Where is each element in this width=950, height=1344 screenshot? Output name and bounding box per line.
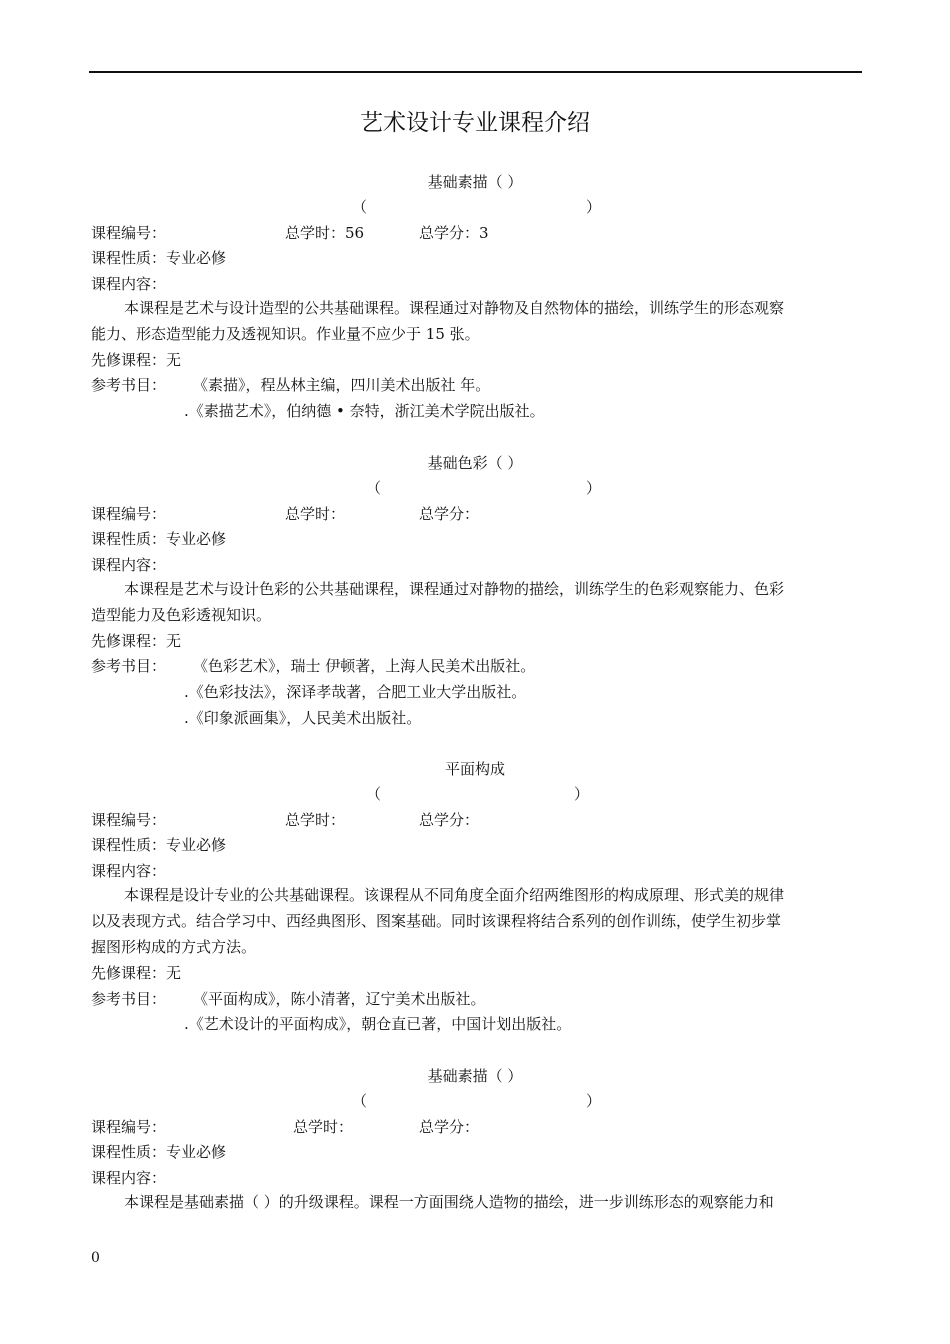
section-heading: 基础素描（ ） bbox=[427, 1067, 523, 1085]
references-label: 参考书目： bbox=[91, 376, 167, 394]
reference-item: .《色彩技法》，深译孝哉著，合肥工业大学出版社。 bbox=[184, 683, 527, 701]
course-nature: 课程性质：专业必修 bbox=[91, 249, 227, 267]
course-code-label: 课程编号： bbox=[91, 505, 167, 523]
paren-close: ） bbox=[586, 1092, 602, 1110]
prerequisite: 先修课程：无 bbox=[91, 632, 182, 650]
paren-open: （ bbox=[366, 785, 382, 803]
course-code-label: 课程编号： bbox=[91, 811, 167, 829]
course-content bbox=[91, 576, 861, 628]
total-hours: 总学时： bbox=[285, 505, 346, 523]
reference-item: 《平面构成》，陈小清著，辽宁美术出版社。 bbox=[193, 990, 486, 1008]
course-nature: 课程性质：专业必修 bbox=[91, 836, 227, 854]
reference-item: 《素描》，程丛林主编，四川美术出版社 年。 bbox=[193, 376, 491, 394]
content-line: 本课程是基础素描（ ）的升级课程。课程一方面围绕人造物的描绘，进一步训练形态的观察能力和 bbox=[124, 1193, 774, 1211]
content-line: 握图形构成的方式方法。 bbox=[91, 938, 257, 956]
total-credits: 总学分： bbox=[419, 505, 480, 523]
course-content bbox=[91, 882, 861, 960]
content-line: 能力、形态造型能力及透视知识。作业量不应少于 15 张。 bbox=[91, 325, 480, 343]
content-line: 本课程是设计专业的公共基础课程。该课程从不同角度全面介绍两维图形的构成原理、形式美的规律 bbox=[124, 886, 785, 904]
total-credits: 总学分： bbox=[419, 811, 480, 829]
course-content-label: 课程内容： bbox=[91, 862, 167, 880]
content-line: 造型能力及色彩透视知识。 bbox=[91, 606, 272, 624]
course-nature: 课程性质：专业必修 bbox=[91, 530, 227, 548]
paren-open: （ bbox=[352, 198, 368, 216]
total-hours: 总学时：56 bbox=[285, 224, 365, 242]
page-number: 0 bbox=[91, 1250, 100, 1266]
paren-close: ） bbox=[574, 785, 590, 803]
section-heading: 基础素描（ ） bbox=[427, 173, 523, 191]
total-credits: 总学分：3 bbox=[419, 224, 489, 242]
content-line: 本课程是艺术与设计色彩的公共基础课程，课程通过对静物的描绘，训练学生的色彩观察能力、色彩 bbox=[124, 580, 785, 598]
total-hours: 总学时： bbox=[293, 1118, 354, 1136]
content-line: 本课程是艺术与设计造型的公共基础课程。课程通过对静物及自然物体的描绘，训练学生的形态观察 bbox=[124, 299, 785, 317]
course-content-label: 课程内容： bbox=[91, 556, 167, 574]
course-content bbox=[91, 1189, 861, 1215]
paren-open: （ bbox=[366, 479, 382, 497]
course-nature: 课程性质：专业必修 bbox=[91, 1143, 227, 1161]
section-heading: 平面构成 bbox=[444, 760, 505, 778]
course-code-label: 课程编号： bbox=[91, 224, 167, 242]
course-code-label: 课程编号： bbox=[91, 1118, 167, 1136]
total-credits: 总学分： bbox=[419, 1118, 480, 1136]
paren-open: （ bbox=[352, 1092, 368, 1110]
course-content-label: 课程内容： bbox=[91, 275, 167, 293]
reference-item: .《艺术设计的平面构成》，朝仓直已著，中国计划出版社。 bbox=[184, 1015, 572, 1033]
course-content-label: 课程内容： bbox=[91, 1169, 167, 1187]
content-line: 以及表现方式。结合学习中、西经典图形、图案基础。同时该课程将结合系列的创作训练，使学生初步掌 bbox=[91, 912, 782, 930]
references-label: 参考书目： bbox=[91, 657, 167, 675]
reference-item: 《色彩艺术》，瑞士 伊顿著，上海人民美术出版社。 bbox=[193, 657, 536, 675]
course-content bbox=[91, 295, 861, 347]
header-rule bbox=[89, 71, 862, 73]
prerequisite: 先修课程：无 bbox=[91, 351, 182, 369]
prerequisite: 先修课程：无 bbox=[91, 964, 182, 982]
section-heading: 基础色彩（ ） bbox=[427, 454, 523, 472]
references-label: 参考书目： bbox=[91, 990, 167, 1008]
reference-item: .《素描艺术》，伯纳德 • 奈特，浙江美术学院出版社。 bbox=[184, 402, 545, 420]
paren-close: ） bbox=[586, 479, 602, 497]
paren-close: ） bbox=[586, 198, 602, 216]
reference-item: .《印象派画集》，人民美术出版社。 bbox=[184, 709, 422, 727]
total-hours: 总学时： bbox=[285, 811, 346, 829]
page-title: 艺术设计专业课程介绍 bbox=[360, 110, 590, 136]
